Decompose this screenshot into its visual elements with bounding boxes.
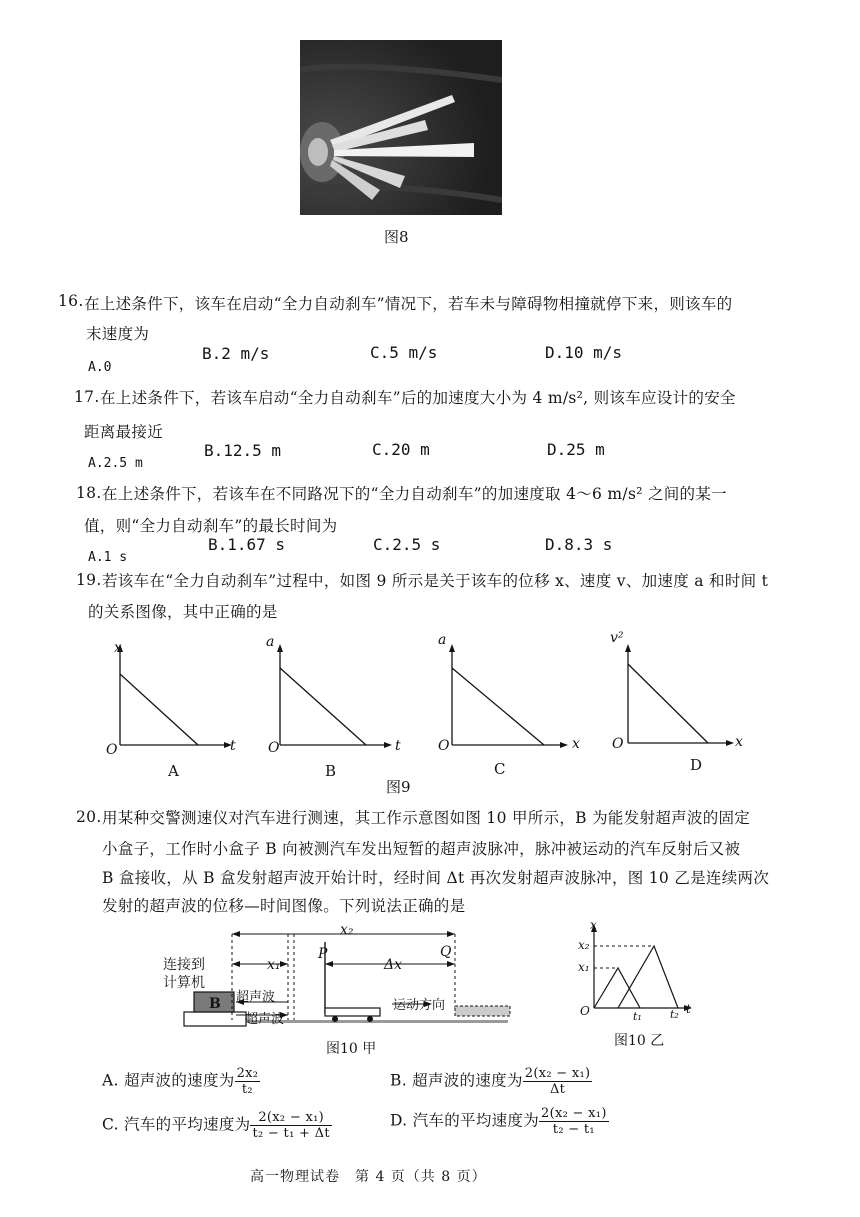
figure-9-caption: 图9: [386, 778, 411, 796]
fig9-c-label: C: [494, 760, 506, 778]
q20-line2: 小盒子，工作时小盒子 B 向被测汽车发出短暂的超声波脉冲，脉冲被运动的汽车反射后又被: [102, 840, 741, 858]
fig10a-p-label: P: [318, 946, 328, 962]
fig9-a-xaxis: t: [230, 738, 236, 754]
q19-line1: 若该车在“全力自动刹车”过程中，如图 9 所示是关于该车的位移 x、速度 v、加速度 a 和时间 t: [102, 572, 769, 590]
q20-option-c-num: 2(x₂ − x₁): [250, 1110, 331, 1126]
q20-option-d-fraction: [539, 1106, 609, 1137]
q16-line2: 末速度为: [86, 325, 150, 343]
q20-line1: 用某种交警测速仪对汽车进行测速，其工作示意图如图 10 甲所示，B 为能发射超声波的固定: [102, 809, 751, 827]
q20-option-c-text: C. 汽车的平均速度为: [102, 1115, 251, 1134]
q17-option-d[interactable]: D.25 m: [547, 440, 605, 459]
fig9-d-xaxis: x: [735, 734, 743, 750]
q16-option-c[interactable]: C.5 m/s: [370, 343, 438, 362]
q17-number: 17.: [74, 388, 100, 406]
fig10a-wave2-label: 超声波: [245, 1012, 285, 1027]
fig9-graph-c[interactable]: [432, 640, 582, 760]
q16-number: 16.: [58, 292, 84, 310]
q20-option-a-fraction: [235, 1066, 261, 1097]
fig9-c-xaxis: x: [572, 736, 580, 752]
q20-number: 20.: [76, 808, 102, 826]
q17-option-c[interactable]: C.20 m: [372, 440, 430, 459]
fig9-c-yaxis: a: [438, 632, 447, 648]
q20-option-b-text: B. 超声波的速度为: [390, 1071, 523, 1090]
fig9-c-origin: O: [438, 738, 450, 754]
q18-option-a[interactable]: A.1 s: [88, 550, 128, 565]
q20-option-c[interactable]: [102, 1110, 332, 1141]
fig9-d-origin: O: [612, 736, 624, 752]
q16-line1: 在上述条件下，该车在启动“全力自动刹车”情况下，若车未与障碍物相撞就停下来，则该车的: [84, 295, 733, 313]
fig10b-t1-label: t₁: [633, 1010, 642, 1023]
fig10a-x1-label: x₁: [267, 957, 281, 973]
radar-beams-illustration: [300, 40, 502, 215]
q18-option-c[interactable]: C.2.5 s: [373, 535, 441, 554]
fig10a-diagram: [170, 920, 520, 1040]
fig9-a-label: A: [168, 762, 179, 780]
fig10a-connect-line2: 计算机: [163, 975, 205, 991]
fig9-graph-b[interactable]: [260, 640, 410, 760]
fig10b-x1-label: x₁: [578, 960, 590, 974]
q16-option-d[interactable]: D.10 m/s: [545, 343, 623, 362]
fig10b-y-axis: x: [590, 918, 597, 932]
q20-option-b-num: 2(x₂ − x₁): [524, 1066, 591, 1081]
fig9-b-origin: O: [268, 740, 280, 756]
fig9-graph-a[interactable]: [100, 640, 250, 760]
fig10a-dx-label: Δx: [384, 957, 403, 973]
q20-option-a[interactable]: [102, 1066, 260, 1097]
fig10a-caption: 图10 甲: [326, 1041, 377, 1057]
q20-option-d-num: 2(x₂ − x₁): [541, 1106, 607, 1121]
q20-option-a-den: t₂: [241, 1082, 253, 1097]
q17-option-a[interactable]: A.2.5 m: [88, 456, 143, 471]
q19-line2: 的关系图像，其中正确的是: [88, 603, 278, 621]
fig9-b-label: B: [325, 762, 337, 780]
q20-option-d-text: D. 汽车的平均速度为: [390, 1111, 540, 1130]
fig10a-connect-line1: 连接到: [163, 957, 205, 973]
q18-number: 18.: [76, 484, 102, 502]
q20-line3: B 盒接收，从 B 盒发射超声波开始计时，经时间 Δt 再次发射超声波脉冲，图 10 乙是连续两次: [102, 869, 770, 887]
fig10a-box-label: B: [209, 996, 221, 1012]
q20-option-b-den: Δt: [549, 1082, 566, 1097]
q18-option-d[interactable]: D.8.3 s: [545, 535, 613, 554]
fig9-b-yaxis: a: [266, 634, 275, 650]
fig9-a-origin: O: [106, 742, 118, 758]
q20-option-c-fraction: [250, 1110, 331, 1141]
q16-option-b[interactable]: B.2 m/s: [202, 344, 270, 363]
q16-option-a[interactable]: A.0: [88, 360, 112, 375]
q18-line1: 在上述条件下，若该车在不同路况下的“全力自动刹车”的加速度取 4～6 m/s² 之间的某一: [102, 485, 727, 503]
figure-8-caption: 图8: [384, 228, 409, 246]
q20-option-d[interactable]: [390, 1106, 609, 1137]
q20-option-c-den: t₂ − t₁ + Δt: [252, 1126, 330, 1141]
q17-line1: 在上述条件下，若该车启动“全力自动刹车”后的加速度大小为 4 m/s², 则该车应设计的安全: [100, 389, 736, 407]
fig9-a-yaxis: x: [114, 640, 122, 656]
q19-number: 19.: [76, 571, 102, 589]
fig10b-t-axis: t: [686, 1002, 691, 1016]
q20-line4: 发射的超声波的位移—时间图像。下列说法正确的是: [102, 897, 466, 915]
q20-option-b-fraction: [523, 1066, 593, 1097]
q20-option-d-den: t₂ − t₁: [552, 1122, 595, 1137]
fig10b-t2-label: t₂: [670, 1008, 679, 1021]
q17-option-b[interactable]: B.12.5 m: [204, 441, 282, 460]
fig10a-x2-label: x₂: [340, 922, 354, 938]
q20-option-a-text: A. 超声波的速度为: [102, 1071, 235, 1090]
fig10b-x2-label: x₂: [578, 938, 590, 952]
fig10a-motion-label: 运动方向: [393, 998, 446, 1013]
fig9-b-xaxis: t: [395, 738, 401, 754]
fig10a-wave1-label: 超声波: [236, 990, 276, 1005]
q18-option-b[interactable]: B.1.67 s: [208, 535, 286, 554]
q20-option-b[interactable]: [390, 1066, 592, 1097]
fig10a-q-label: Q: [440, 944, 452, 960]
q18-line2: 值，则“全力自动刹车”的最长时间为: [84, 517, 338, 535]
fig10b-caption: 图10 乙: [614, 1033, 665, 1049]
fig9-d-yaxis: v²: [610, 630, 624, 646]
q20-option-a-num: 2x₂: [236, 1066, 259, 1081]
fig10b-origin: O: [580, 1004, 590, 1018]
figure-8-photo: [300, 40, 502, 215]
page-footer: 高一物理试卷 第 4 页（共 8 页）: [250, 1169, 487, 1185]
fig9-d-label: D: [690, 756, 703, 774]
q17-line2: 距离最接近: [84, 423, 164, 441]
